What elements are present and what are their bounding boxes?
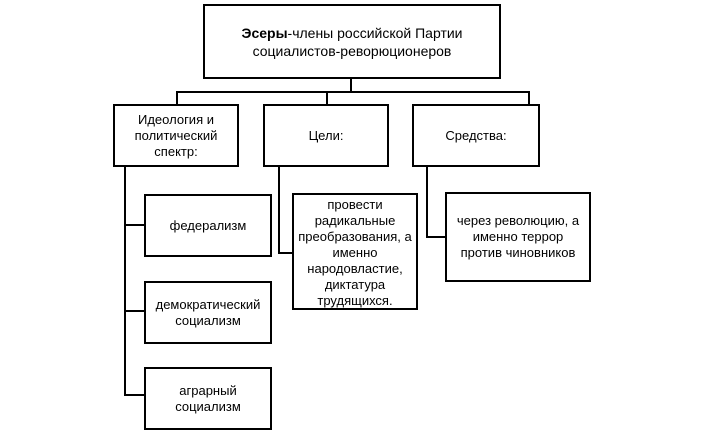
means-category-box [412,104,540,167]
ideology-spine-line [124,166,126,396]
root-node-text-line2: социалистов-реворюционеров [252,42,452,59]
category-bus-line [176,91,530,93]
goals-detail-text: провести радикальные преобразования, а именно народовластие, диктатура трудящихся. [298,197,412,308]
means-detail-text: через революцию, а именно террор против чиновников [456,213,580,260]
ideology-item-federalism-box [144,194,272,257]
ideology-item-agrarian-socialism-box [144,367,272,430]
ideology-item-label: аграрный социализм [175,382,241,414]
means-spine-line [426,166,428,238]
ideology-branch-2-line [124,310,145,312]
means-branch-line [426,236,446,238]
goals-detail-box [292,193,418,310]
ideology-item-label: федерализм [169,217,247,233]
ideology-branch-3-line [124,394,145,396]
root-node-bold-text: Эсеры [241,24,288,41]
ideology-drop-line [176,91,178,104]
means-category-label: Средства: [445,127,507,143]
ideology-category-box [113,104,239,167]
ideology-item-label: демократический социализм [155,296,261,328]
root-stem-line [350,77,352,92]
ideology-branch-1-line [124,224,145,226]
means-detail-box [445,192,591,282]
goals-drop-line [326,91,328,104]
root-node-box [203,4,501,79]
means-drop-line [528,91,530,104]
root-node-label [241,24,462,60]
ideology-category-label: Идеология и политический спектр: [134,111,218,159]
goals-category-label: Цели: [308,127,344,143]
ideology-item-democratic-socialism-box [144,281,272,344]
goals-spine-line [278,166,280,254]
goals-category-box [263,104,389,167]
root-node-text-line1: -члены российской Партии [287,24,463,41]
